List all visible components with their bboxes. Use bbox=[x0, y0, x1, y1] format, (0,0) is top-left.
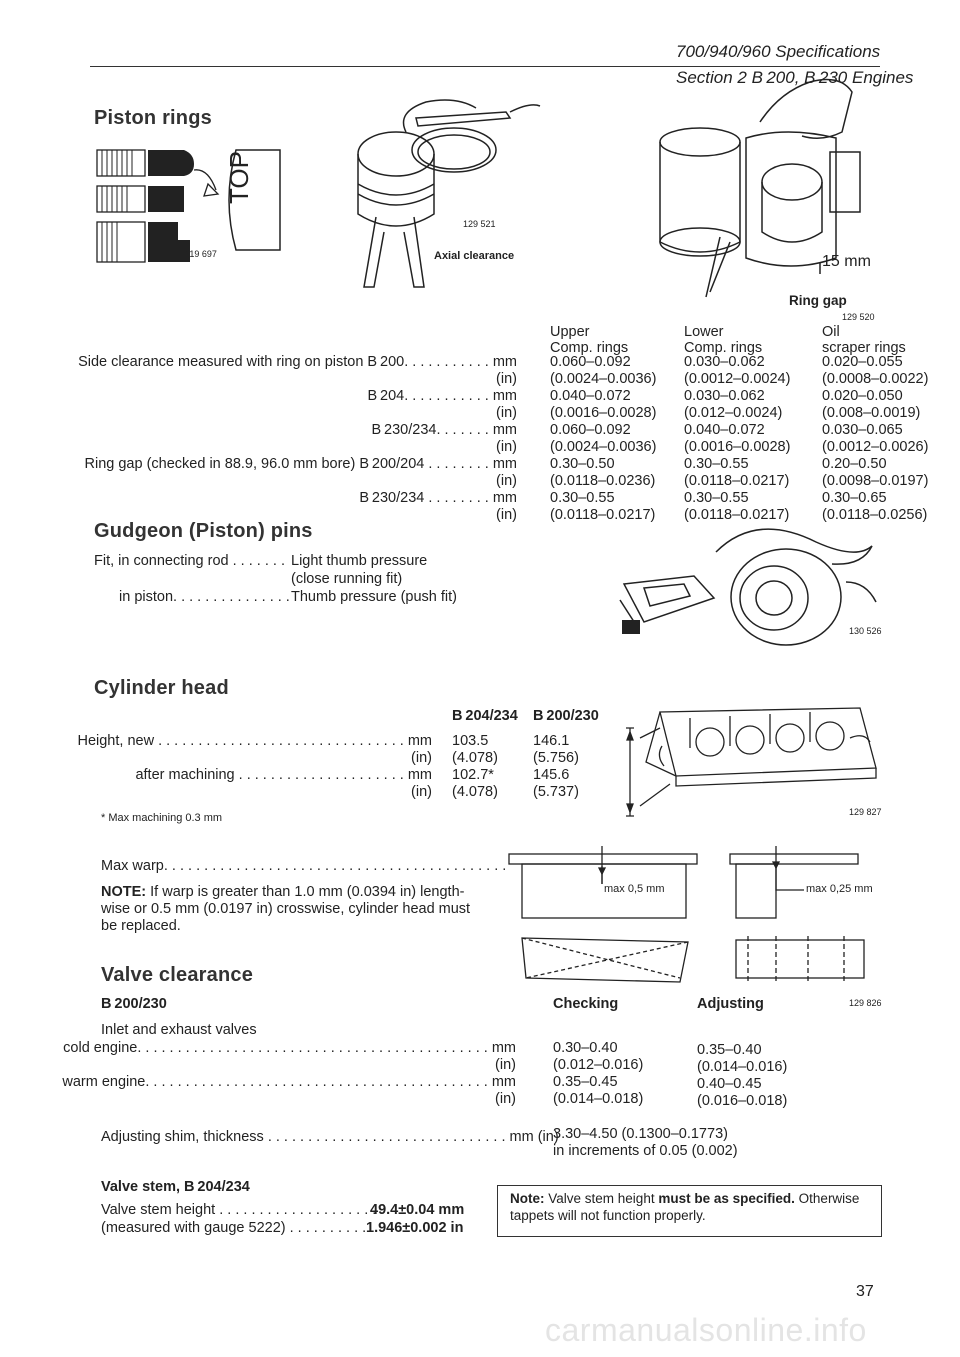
pr-row-value: (0.0024–0.0036) bbox=[550, 439, 657, 455]
vs-row2-label: (measured with gauge 5222) . . . . . . . . . . bbox=[101, 1220, 367, 1236]
warp-note-line3: be replaced. bbox=[101, 918, 181, 934]
vc-row-check: 0.30–0.40 bbox=[553, 1040, 618, 1056]
gudgeon-row2-value: Thumb pressure (push fit) bbox=[291, 589, 458, 605]
ch-col1: B 204/234 bbox=[452, 708, 518, 724]
ch-row-v2: 145.6 bbox=[533, 767, 570, 783]
pr-row-value: 0.30–0.55 bbox=[550, 490, 615, 506]
ch-row-v1: (4.078) bbox=[452, 784, 498, 800]
vc-row-label: (in) bbox=[495, 1057, 516, 1073]
pr-row-value: (0.012–0.0024) bbox=[684, 405, 783, 421]
pr-row-value: 0.20–0.50 bbox=[822, 456, 887, 472]
fig-number-top: 119 697 bbox=[185, 249, 217, 259]
fig-number-axial: 129 521 bbox=[463, 219, 496, 229]
shim-value: 3.30–4.50 (0.1300–0.1773) bbox=[553, 1126, 728, 1142]
vc-row-check: 0.35–0.45 bbox=[553, 1074, 618, 1090]
axial-caption: Axial clearance bbox=[434, 250, 515, 262]
vc-col-adjusting: Adjusting bbox=[697, 996, 764, 1012]
vc-engine: B 200/230 bbox=[101, 996, 167, 1012]
gap-caption: Ring gap bbox=[789, 293, 847, 308]
ch-row-label: Height, new . . . . . . . . . . . . . . . . . . . . . . . . . . . . . . . mm bbox=[77, 733, 432, 749]
vc-col-checking: Checking bbox=[553, 996, 619, 1012]
vc-row-check: (0.014–0.018) bbox=[553, 1091, 644, 1107]
gudgeon-row1-value2: (close running fit) bbox=[291, 571, 403, 587]
ch-row-v1: 102.7* bbox=[452, 767, 494, 783]
gap-value: 15 mm bbox=[822, 253, 871, 270]
pr-row-value: 0.020–0.050 bbox=[822, 388, 903, 404]
pr-row-value: (0.0118–0.0256) bbox=[822, 507, 928, 523]
warp-length-value: max 0,5 mm bbox=[604, 883, 665, 895]
top-label: TOP bbox=[224, 151, 254, 204]
pr-row-value: 0.040–0.072 bbox=[550, 388, 631, 404]
pr-row-value: (0.0118–0.0217) bbox=[550, 507, 656, 523]
pr-row-value: 0.30–0.55 bbox=[684, 490, 749, 506]
pr-row-value: 0.030–0.065 bbox=[822, 422, 903, 438]
pr-row-value: 0.020–0.055 bbox=[822, 354, 903, 370]
pr-row-value: (0.0008–0.0022) bbox=[822, 371, 929, 387]
pr-row-label: (in) bbox=[496, 507, 517, 523]
warp-label: Max warp. . . . . . . . . . . . . . . . . . . . . . . . . . . . . . . . . . . . . . . . . . . bbox=[101, 858, 507, 874]
pr-row-label: (in) bbox=[496, 473, 517, 489]
pr-row-value: 0.30–0.50 bbox=[550, 456, 615, 472]
pr-row-value: (0.0016–0.0028) bbox=[550, 405, 657, 421]
warp-note-line2: wise or 0.5 mm (0.0197 in) crosswise, cylinder head must bbox=[101, 901, 471, 917]
page-number: 37 bbox=[856, 1283, 874, 1300]
shim-value2: in increments of 0.05 (0.002) bbox=[553, 1143, 738, 1159]
cylinder-head-heading: Cylinder head bbox=[94, 677, 229, 699]
vc-row-label: warm engine. . . . . . . . . . . . . . . . . . . . . . . . . . . . . . . . . . . . . . . . . . . mm bbox=[62, 1074, 516, 1090]
vc-row-label: cold engine. . . . . . . . . . . . . . . . . . . . . . . . . . . . . . . . . . . . . . . . . . . . mm bbox=[63, 1040, 516, 1056]
vc-row-label: (in) bbox=[495, 1091, 516, 1107]
gudgeon-row1-label: Fit, in connecting rod . . . . . . . bbox=[94, 553, 285, 569]
shim-label: Adjusting shim, thickness . . . . . . . . . . . . . . . . . . . . . . . . . . . . . . mm (in) bbox=[101, 1129, 559, 1145]
pr-row-value: (0.0118–0.0217) bbox=[684, 507, 790, 523]
header-subtitle: Section 2 B 200, B 230 Engines bbox=[676, 68, 914, 87]
note-line1: Note: Valve stem height must be as specified. Otherwise bbox=[510, 1191, 860, 1206]
vc-row-adjust: (0.016–0.018) bbox=[697, 1093, 788, 1109]
header-title: 700/940/960 Specifications bbox=[676, 42, 881, 61]
ch-footnote: * Max machining 0.3 mm bbox=[101, 812, 223, 824]
ch-row-label: (in) bbox=[411, 750, 432, 766]
valve-stem-heading: Valve stem, B 204/234 bbox=[101, 1179, 250, 1195]
fig-number-head: 129 827 bbox=[849, 807, 882, 817]
pr-row-label: (in) bbox=[496, 405, 517, 421]
note-line2: tappets will not function properly. bbox=[510, 1208, 706, 1223]
valve-clearance-heading: Valve clearance bbox=[101, 964, 254, 986]
pr-row-value: 0.030–0.062 bbox=[684, 354, 765, 370]
ch-row-v2: (5.737) bbox=[533, 784, 579, 800]
pr-row-label: B 204. . . . . . . . . . . mm bbox=[367, 388, 517, 404]
pr-row-value: 0.30–0.65 bbox=[822, 490, 887, 506]
pr-row-value: (0.0118–0.0217) bbox=[684, 473, 790, 489]
gudgeon-heading: Gudgeon (Piston) pins bbox=[94, 520, 313, 542]
gudgeon-row2-label: in piston. . . . . . . . . . . . . . . bbox=[119, 589, 290, 605]
ch-row-v1: (4.078) bbox=[452, 750, 498, 766]
vs-row2-value: 1.946±0.002 in bbox=[366, 1220, 464, 1236]
pr-row-value: (0.0098–0.0197) bbox=[822, 473, 929, 489]
pr-row-value: (0.0012–0.0024) bbox=[684, 371, 791, 387]
ch-row-v1: 103.5 bbox=[452, 733, 489, 749]
ch-row-label: (in) bbox=[411, 784, 432, 800]
pr-row-value: (0.0118–0.0236) bbox=[550, 473, 656, 489]
ch-col2: B 200/230 bbox=[533, 708, 599, 724]
pr-row-value: (0.0024–0.0036) bbox=[550, 371, 657, 387]
warp-note-line1: NOTE: If warp is greater than 1.0 mm (0.0394 in) length- bbox=[101, 884, 465, 900]
vc-row-adjust: 0.35–0.40 bbox=[697, 1042, 762, 1058]
pr-row-value: 0.030–0.062 bbox=[684, 388, 765, 404]
pr-row-label: Side clearance measured with ring on piston B 200. . . . . . . . . . . mm bbox=[78, 354, 517, 370]
fig-number-warp: 129 826 bbox=[849, 998, 882, 1008]
fig-number-gap: 129 520 bbox=[842, 312, 875, 322]
pr-row-label: B 230/234 . . . . . . . . mm bbox=[359, 490, 517, 506]
pr-row-label: (in) bbox=[496, 371, 517, 387]
vc-row-adjust: 0.40–0.45 bbox=[697, 1076, 762, 1092]
piston-rings-heading: Piston rings bbox=[94, 107, 212, 129]
ch-row-v2: 146.1 bbox=[533, 733, 570, 749]
pr-row-value: 0.060–0.092 bbox=[550, 422, 631, 438]
vc-subhead: Inlet and exhaust valves bbox=[101, 1022, 257, 1038]
pr-row-label: Ring gap (checked in 88.9, 96.0 mm bore) B 200/204 . . . . . . . . mm bbox=[84, 456, 517, 472]
pr-row-label: (in) bbox=[496, 439, 517, 455]
pr-row-value: (0.008–0.0019) bbox=[822, 405, 921, 421]
warp-cross-value: max 0,25 mm bbox=[806, 883, 873, 895]
vc-row-check: (0.012–0.016) bbox=[553, 1057, 644, 1073]
pr-row-value: 0.040–0.072 bbox=[684, 422, 765, 438]
vc-row-adjust: (0.014–0.016) bbox=[697, 1059, 788, 1075]
pr-row-value: (0.0016–0.0028) bbox=[684, 439, 791, 455]
col-head-upper: Upper Comp. rings bbox=[550, 324, 629, 356]
vs-row1-label: Valve stem height . . . . . . . . . . . . . . . . . . . . bbox=[101, 1202, 377, 1218]
pr-row-value: (0.0012–0.0026) bbox=[822, 439, 929, 455]
pr-row-value: 0.30–0.55 bbox=[684, 456, 749, 472]
fig-number-gudgeon: 130 526 bbox=[849, 626, 882, 636]
pr-row-label: B 230/234. . . . . . . mm bbox=[371, 422, 517, 438]
pr-row-value: 0.060–0.092 bbox=[550, 354, 631, 370]
ch-row-v2: (5.756) bbox=[533, 750, 579, 766]
ch-row-label: after machining . . . . . . . . . . . . . . . . . . . . . mm bbox=[135, 767, 432, 783]
col-head-lower: Lower Comp. rings bbox=[684, 324, 763, 356]
col-head-oil: Oil scraper rings bbox=[822, 324, 906, 356]
vs-row1-value: 49.4±0.04 mm bbox=[370, 1202, 465, 1218]
watermark: carmanualsonline.info bbox=[545, 1312, 867, 1348]
header-rule bbox=[90, 66, 880, 67]
valve-stem-note-box bbox=[497, 1185, 882, 1237]
gudgeon-row1-value: Light thumb pressure bbox=[291, 553, 428, 569]
